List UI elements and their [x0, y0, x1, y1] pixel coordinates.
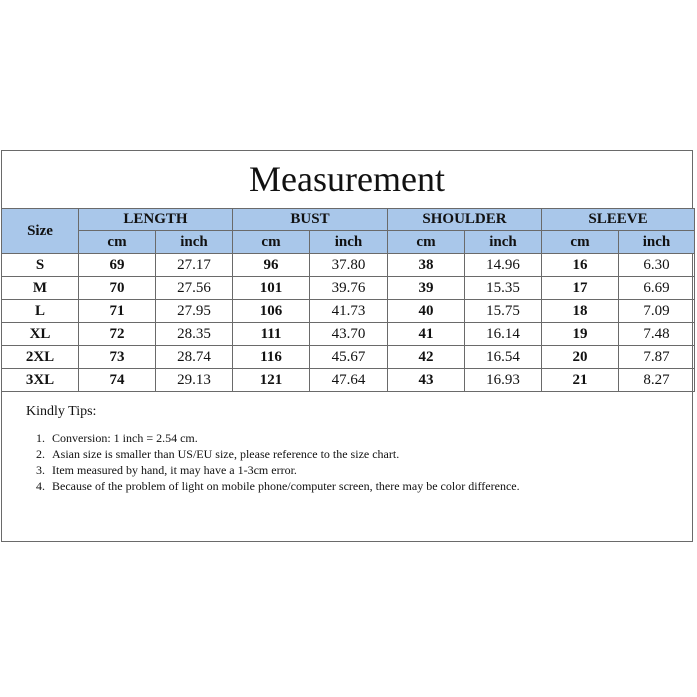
unit-header: inch — [465, 231, 542, 254]
shoulder-header: SHOULDER — [388, 209, 542, 231]
header-unit-row — [2, 231, 695, 254]
inch-cell: 37.80 — [310, 254, 388, 277]
cm-cell: 21 — [542, 369, 619, 392]
table-row — [2, 300, 695, 323]
inch-cell: 16.54 — [465, 346, 542, 369]
inch-cell: 7.09 — [619, 300, 695, 323]
size-table — [1, 208, 695, 392]
cm-cell: 41 — [388, 323, 465, 346]
unit-header: cm — [388, 231, 465, 254]
inch-cell: 27.17 — [156, 254, 233, 277]
cm-cell: 42 — [388, 346, 465, 369]
table-row — [2, 369, 695, 392]
size-header: Size — [2, 209, 79, 254]
cm-cell: 106 — [233, 300, 310, 323]
cm-cell: 17 — [542, 277, 619, 300]
chart-title: Measurement — [249, 159, 445, 199]
tip-item: 4. Because of the problem of light on mobile phone/computer screen, there may be color difference. — [48, 478, 676, 494]
inch-cell: 43.70 — [310, 323, 388, 346]
table-row — [2, 254, 695, 277]
unit-header: cm — [233, 231, 310, 254]
inch-cell: 6.30 — [619, 254, 695, 277]
cm-cell: 111 — [233, 323, 310, 346]
unit-header: inch — [310, 231, 388, 254]
inch-cell: 39.76 — [310, 277, 388, 300]
cm-cell: 71 — [79, 300, 156, 323]
inch-cell: 7.87 — [619, 346, 695, 369]
cm-cell: 96 — [233, 254, 310, 277]
unit-header: cm — [542, 231, 619, 254]
unit-header: inch — [619, 231, 695, 254]
cm-cell: 38 — [388, 254, 465, 277]
sleeve-header: SLEEVE — [542, 209, 695, 231]
inch-cell: 45.67 — [310, 346, 388, 369]
inch-cell: 16.14 — [465, 323, 542, 346]
cm-cell: 74 — [79, 369, 156, 392]
inch-cell: 41.73 — [310, 300, 388, 323]
inch-cell: 7.48 — [619, 323, 695, 346]
table-row — [2, 277, 695, 300]
cm-cell: 70 — [79, 277, 156, 300]
cm-cell: 20 — [542, 346, 619, 369]
inch-cell: 29.13 — [156, 369, 233, 392]
inch-cell: 27.56 — [156, 277, 233, 300]
cm-cell: 121 — [233, 369, 310, 392]
tips-list — [26, 430, 676, 494]
inch-cell: 14.96 — [465, 254, 542, 277]
cm-cell: 72 — [79, 323, 156, 346]
kindly-tips — [26, 404, 676, 494]
cm-cell: 19 — [542, 323, 619, 346]
size-cell: 3XL — [2, 369, 79, 392]
cm-cell: 69 — [79, 254, 156, 277]
cm-cell: 116 — [233, 346, 310, 369]
tip-item: 2. Asian size is smaller than US/EU size, please reference to the size chart. — [48, 446, 676, 462]
inch-cell: 28.74 — [156, 346, 233, 369]
inch-cell: 15.75 — [465, 300, 542, 323]
inch-cell: 15.35 — [465, 277, 542, 300]
header-group-row — [2, 209, 695, 231]
inch-cell: 16.93 — [465, 369, 542, 392]
size-cell: M — [2, 277, 79, 300]
size-cell: 2XL — [2, 346, 79, 369]
cm-cell: 18 — [542, 300, 619, 323]
table-row — [2, 346, 695, 369]
unit-header: inch — [156, 231, 233, 254]
cm-cell: 43 — [388, 369, 465, 392]
cm-cell: 73 — [79, 346, 156, 369]
size-cell: S — [2, 254, 79, 277]
cm-cell: 101 — [233, 277, 310, 300]
size-cell: XL — [2, 323, 79, 346]
tip-item: 3. Item measured by hand, it may have a 1-3cm error. — [48, 462, 676, 478]
inch-cell: 27.95 — [156, 300, 233, 323]
inch-cell: 6.69 — [619, 277, 695, 300]
tips-heading: Kindly Tips: — [26, 404, 97, 419]
table-row — [2, 323, 695, 346]
measurement-chart — [1, 150, 693, 542]
inch-cell: 47.64 — [310, 369, 388, 392]
cm-cell: 40 — [388, 300, 465, 323]
tip-item: 1. Conversion: 1 inch = 2.54 cm. — [48, 430, 676, 446]
length-header: LENGTH — [79, 209, 233, 231]
inch-cell: 28.35 — [156, 323, 233, 346]
unit-header: cm — [79, 231, 156, 254]
size-cell: L — [2, 300, 79, 323]
inch-cell: 8.27 — [619, 369, 695, 392]
bust-header: BUST — [233, 209, 388, 231]
cm-cell: 16 — [542, 254, 619, 277]
cm-cell: 39 — [388, 277, 465, 300]
